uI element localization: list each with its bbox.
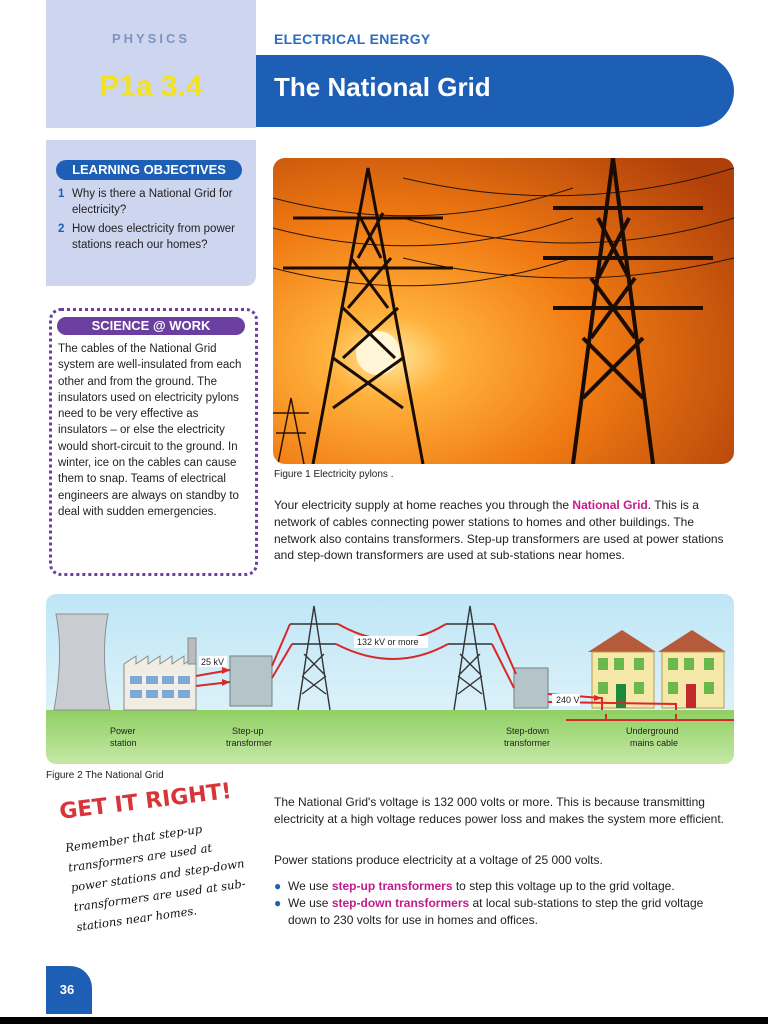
national-grid-diagram (46, 594, 734, 764)
step-up-transformer (230, 656, 272, 706)
page-number: 36 (59, 982, 75, 997)
keyword-step-up: step-up transformers (331, 879, 453, 893)
intro-text-start: Your electricity supply at home reaches you through the (274, 498, 573, 512)
lesson-code-number: 3.4 (161, 70, 203, 103)
get-it-right-title: GET IT RIGHT! (58, 778, 234, 825)
science-at-work-heading: SCIENCE @ WORK (57, 317, 245, 335)
pylons-photo-image (273, 158, 734, 464)
label-step-up: Step-up (232, 726, 264, 736)
figure-1-caption: Figure 1 Electricity pylons . (274, 469, 394, 480)
learning-objectives-heading: LEARNING OBJECTIVES (56, 160, 242, 180)
voltage-paragraph: The National Grid's voltage is 132 000 volts or more. This is because transmitting electricity at a high voltage reduces power loss and makes the system more efficient. (274, 795, 724, 826)
intro-text-end: . This is a network of cables connecting power stations to homes and other buildings. The network also contains transformers. Step-up transformers are used at power stations and step-down transformers are used at sub-stations near homes. (274, 498, 724, 563)
pylons-photo (273, 158, 734, 464)
intro-paragraph (274, 497, 734, 564)
header-panel (46, 0, 256, 128)
subject-label: PHYSICS (111, 31, 191, 46)
label-underground: Underground (626, 726, 679, 736)
figure-2-caption: Figure 2 The National Grid (46, 770, 164, 781)
label-240v: 240 V (556, 695, 580, 705)
label-132kv: 132 kV or more (357, 637, 419, 647)
objective-item (58, 186, 244, 218)
objective-item (58, 221, 244, 253)
bullet-item (274, 878, 734, 895)
label-step-down: Step-down (506, 726, 550, 736)
label-step-down-transformer: transformer (504, 738, 551, 748)
bullet-dot: ● (274, 896, 282, 910)
label-step-up-transformer: transformer (226, 738, 273, 748)
bullet-text-start: We use (288, 879, 332, 893)
power-station-paragraph: Power stations produce electricity at a voltage of 25 000 volts. (274, 853, 603, 867)
page-title: The National Grid (274, 72, 491, 102)
bullet-text-start: We use (288, 896, 332, 910)
bullet-text-end: at local sub-stations to step the grid voltage down to 230 volts for use in homes and offices. (288, 896, 704, 927)
label-power: Power (110, 726, 136, 736)
objective-text: Why is there a National Grid for electricity? (72, 188, 233, 216)
label-station: station (110, 738, 137, 748)
cooling-tower (54, 614, 110, 710)
lesson-code (46, 70, 256, 104)
bullet-text-end: to step this voltage up to the grid voltage. (452, 879, 675, 893)
objective-number: 1 (58, 188, 65, 200)
objective-text: How does electricity from power stations reach our homes? (72, 223, 235, 251)
bullet-dot: ● (274, 879, 282, 893)
keyword-step-down: step-down transformers (331, 896, 470, 910)
label-mains-cable: mains cable (630, 738, 679, 748)
objective-number: 2 (58, 223, 65, 235)
bottom-border (0, 1017, 768, 1024)
label-25kv: 25 kV (201, 657, 225, 667)
bullet-item (274, 895, 734, 929)
science-at-work-text: The cables of the National Grid system are well-insulated from each other and from the ground. The insulators used on electricity pylons need to be very effective as insulators – or else the electricity would short-circuit to the ground. In winter, ice on the cables can cause them to snap. Teams of electrical engineers are always on standby to deal with sudden emergencies. (58, 343, 242, 518)
get-it-right-text: Remember that step-up transformers are used at power stations and step-down transformers are used at sub-stations near homes. (64, 821, 247, 935)
step-down-transformer (514, 668, 548, 708)
lesson-code-prefix: P1a (99, 70, 161, 103)
section-label: ELECTRICAL ENERGY (274, 31, 431, 47)
keyword-national-grid: National Grid (572, 498, 648, 512)
